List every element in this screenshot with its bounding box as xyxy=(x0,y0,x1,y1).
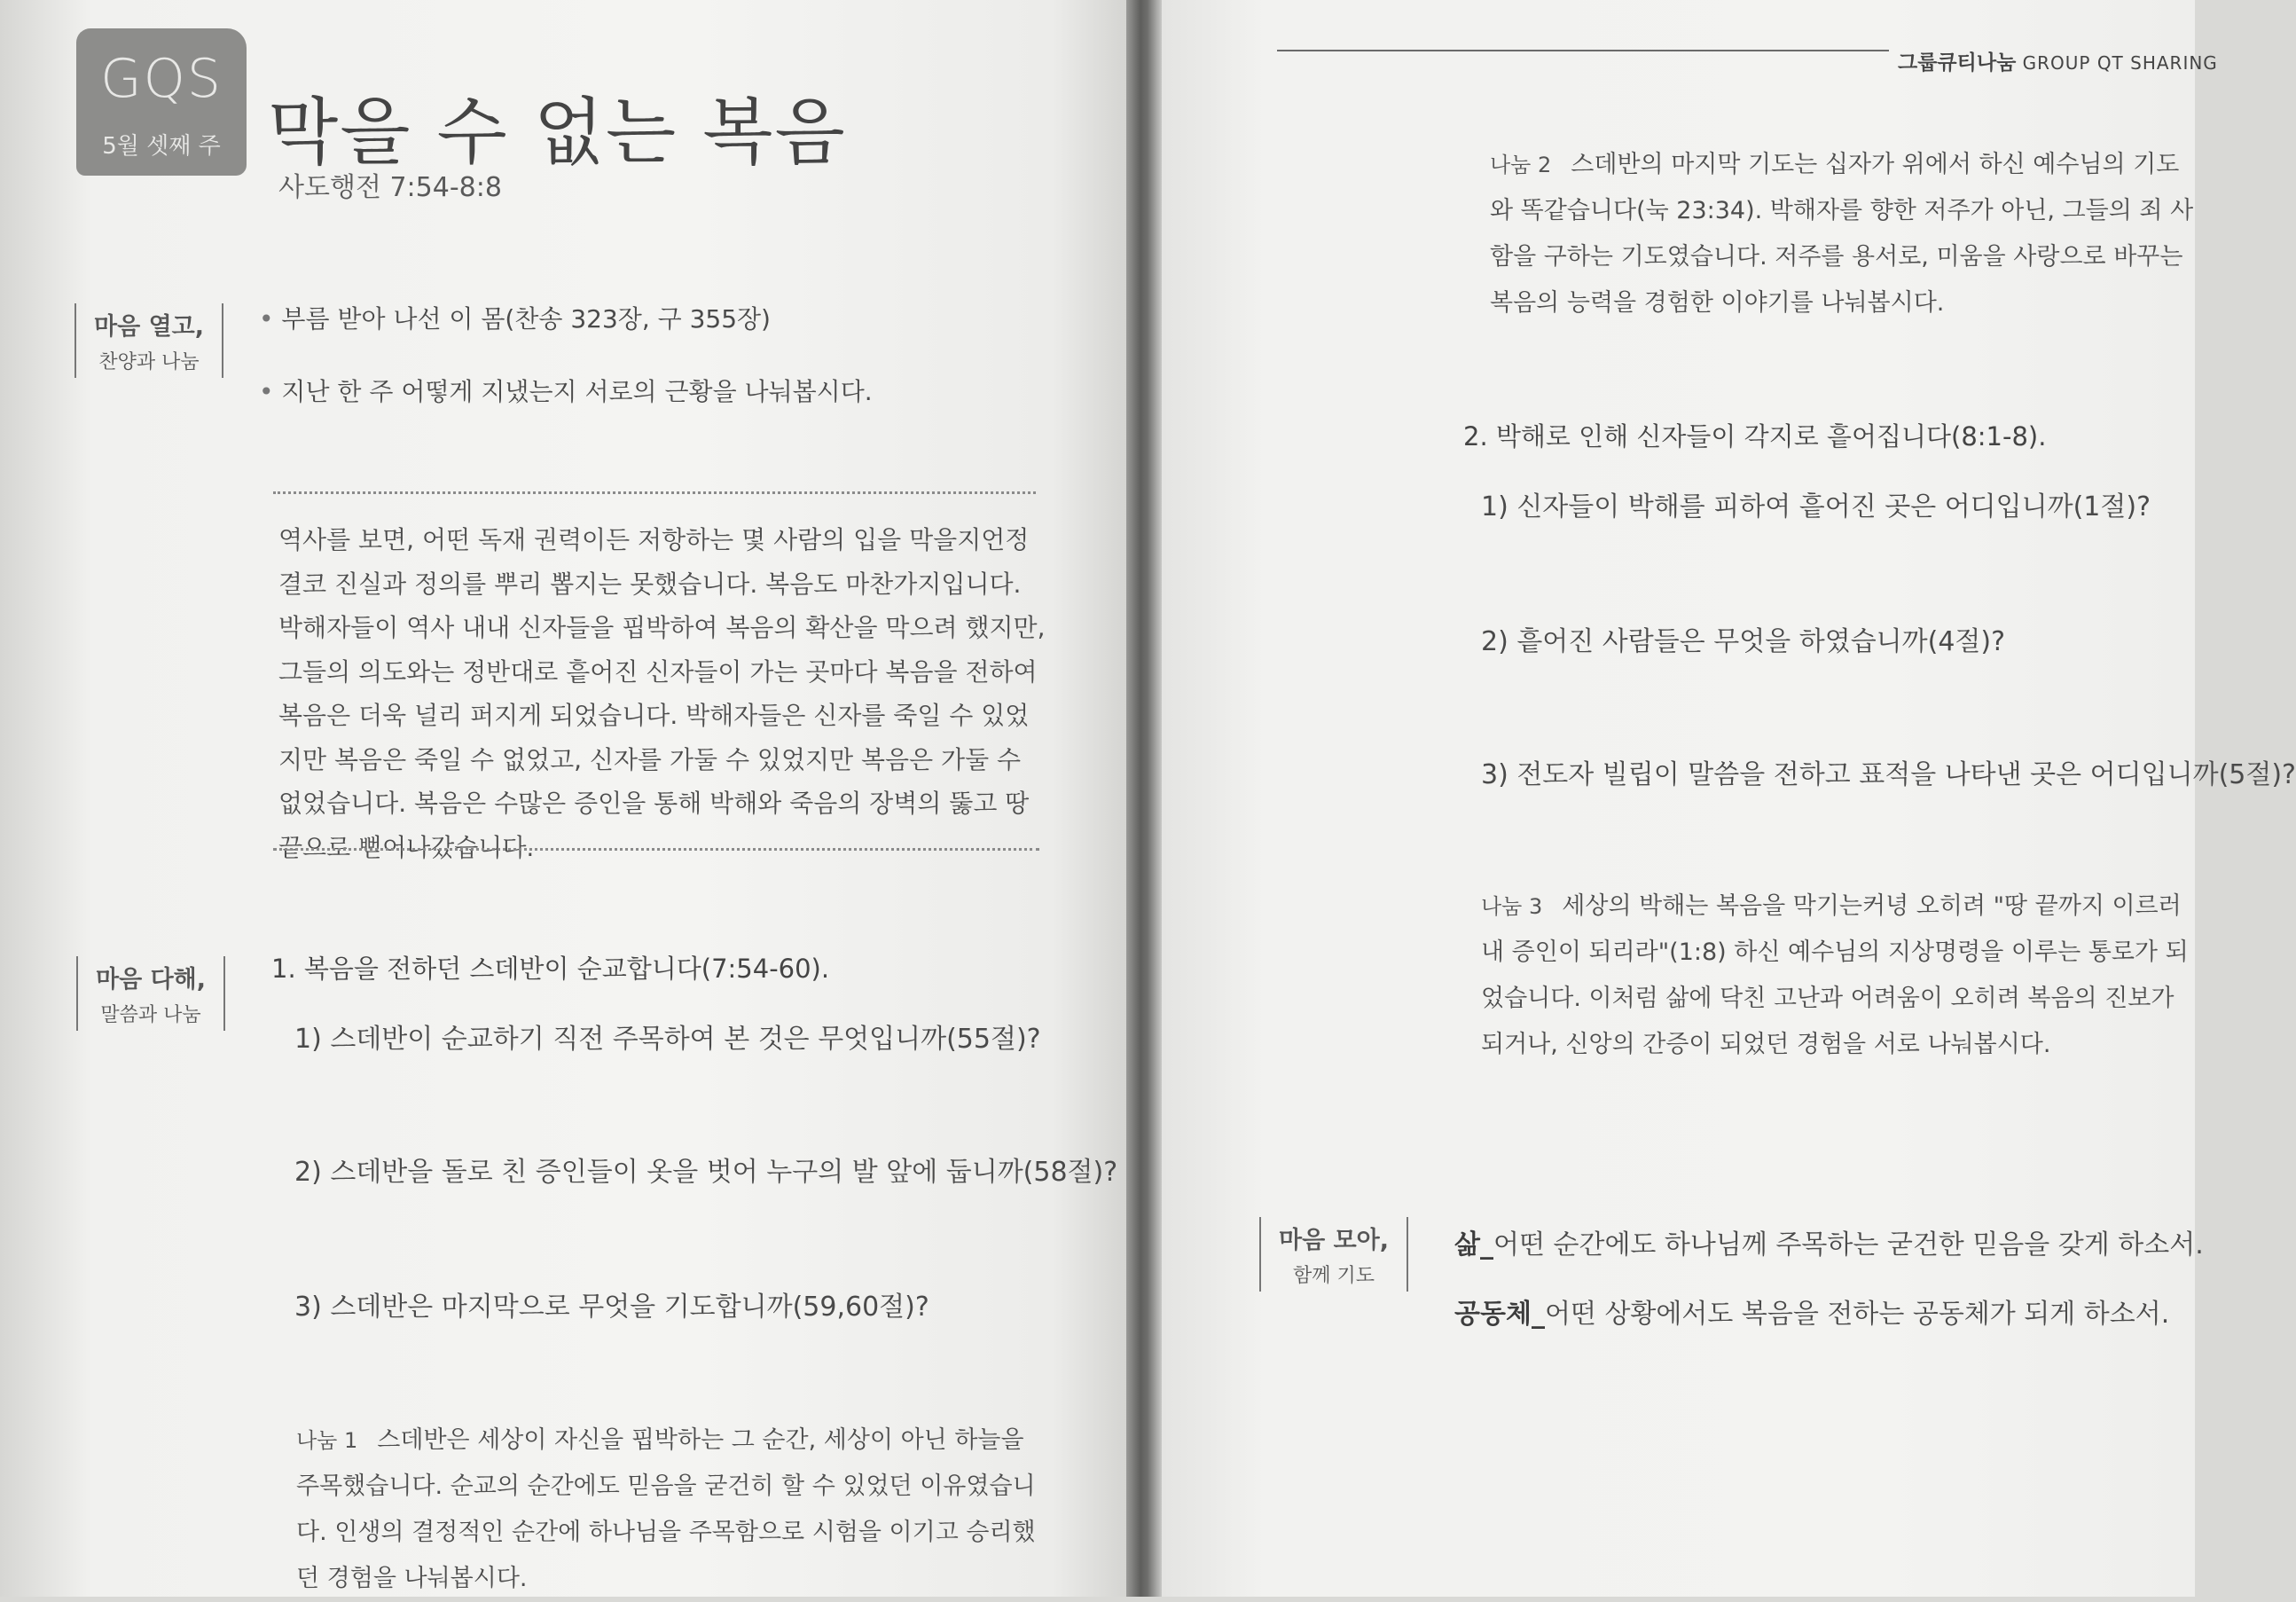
intro-top-divider xyxy=(273,491,1036,501)
running-head-rule xyxy=(1277,50,1889,51)
prayer-life-key: 삶_ xyxy=(1454,1229,1493,1260)
prayer-community-key: 공동체_ xyxy=(1454,1299,1545,1330)
badge-code: GQS xyxy=(100,48,223,110)
share-1-tag: 나눔 1 xyxy=(296,1428,358,1453)
left-page xyxy=(0,0,1144,1597)
book-gutter xyxy=(1126,0,1162,1597)
part2-heading: 2. 박해로 인해 신자들이 각지로 흩어집니다(8:1-8). xyxy=(1463,421,2047,452)
open-label-line2: 찬양과 나눔 xyxy=(98,351,200,373)
prayer-section-label xyxy=(1259,1217,1408,1292)
share-2-tag: 나눔 2 xyxy=(1490,153,1552,177)
intro-bottom-divider xyxy=(273,848,1039,858)
prayer-life-text: 어떤 순간에도 하나님께 주목하는 굳건한 믿음을 갖게 하소서. xyxy=(1493,1229,2204,1260)
word-section-label xyxy=(76,956,225,1031)
word-label-line1: 마음 다해, xyxy=(96,966,206,993)
gqs-badge xyxy=(76,28,247,176)
intro-paragraph: 역사를 보면, 어떤 독재 권력이든 저항하는 몇 사람의 입을 막을지언정 결코 진실과 정의를 뿌리 뽑지는 못했습니다. 복음도 마찬가지입니다. 박해자들이 역사 내내 신자들을 핍박하여 복음의 확산을 막으려 했지만, 그들의 의도와는 정반대로 흩어진 신자들이 가는 곳마다 복음을 전하여 복음은 더욱 널리 퍼지게 되었습니다. 박해자들은 신자를 죽일 수 있었지만 복음은 죽일 수 없었고, 신자를 가둘 수 있었지만 복음은 가둘 수 없었습니다. 복음은 수많은 증인을 통해 박해와 죽음의 장벽의 뚫고 땅끝으로 뻗어나갔습니다. xyxy=(278,525,1046,862)
part1-heading: 1. 복음을 전하던 스데반이 순교합니다(7:54-60). xyxy=(271,954,830,984)
part1-question-2: 2) 스데반을 돌로 친 증인들이 옷을 벗어 누구의 발 앞에 둡니까(58절)? xyxy=(294,1157,1118,1188)
prayer-label-line2: 함께 기도 xyxy=(1292,1265,1375,1287)
right-page xyxy=(1162,0,2296,1597)
scripture-reference: 사도행전 7:54-8:8 xyxy=(278,172,502,203)
share-2-text: 스데반의 마지막 기도는 십자가 위에서 하신 예수님의 기도와 똑같습니다(눅 23:34). 박해자를 향한 저주가 아닌, 그들의 죄 사함을 구하는 기도였습니다. 저주를 용서로, 미움을 사랑으로 바꾸는 복음의 능력을 경험한 이야기를 나눠봅시다. xyxy=(1490,151,2194,317)
share-2 xyxy=(1490,142,2199,326)
prayer-label-line1: 마음 모아, xyxy=(1279,1227,1389,1254)
open-section-label xyxy=(74,303,223,378)
word-label-line2: 말씀과 나눔 xyxy=(100,1004,201,1026)
running-head-en: GROUP QT SHARING xyxy=(2022,52,2218,74)
greeting-bullet: • 지난 한 주 어떻게 지냈는지 서로의 근황을 나눠봅시다. xyxy=(259,373,873,408)
share-3-text: 세상의 박해는 복음을 막기는커녕 오히려 "땅 끝까지 이르러 내 증인이 되리라"(1:8) 하신 예수님의 지상명령을 이루는 통로가 되었습니다. 이처럼 삶에 닥친 고난과 어려움이 오히려 복음의 진보가 되거나, 신앙의 간증이 되었던 경험을 서로 나눠봅시다. xyxy=(1481,892,2189,1058)
part1-question-1: 1) 스데반이 순교하기 직전 주목하여 본 것은 무엇입니까(55절)? xyxy=(294,1024,1041,1055)
open-label-line1: 마음 열고, xyxy=(94,313,204,341)
hymn-bullet: • 부름 받아 나선 이 몸(찬송 323장, 구 355장) xyxy=(259,300,771,335)
prayer-community-text: 어떤 상황에서도 복음을 전하는 공동체가 되게 하소서. xyxy=(1544,1299,2170,1330)
share-3 xyxy=(1481,883,2190,1068)
page-title: 막을 수 없는 복음 xyxy=(268,90,847,175)
prayer-community xyxy=(1454,1292,2169,1331)
prayer-life xyxy=(1454,1222,2204,1261)
share-3-tag: 나눔 3 xyxy=(1481,894,1543,919)
part1-question-3: 3) 스데반은 마지막으로 무엇을 기도합니까(59,60절)? xyxy=(294,1292,929,1323)
share-1-text: 스데반은 세상이 자신을 핍박하는 그 순간, 세상이 아닌 하늘을 주목했습니다. 순교의 순간에도 믿음을 굳건히 할 수 있었던 이유였습니다. 인생의 결정적인 순간에 하나님을 주목함으로 시험을 이기고 승리했던 경험을 나눠봅시다. xyxy=(296,1426,1036,1592)
part2-question-1: 1) 신자들이 박해를 피하여 흩어진 곳은 어디입니까(1절)? xyxy=(1481,491,2151,522)
share-1 xyxy=(296,1417,1050,1602)
running-head-ko: 그룹큐티나눔 xyxy=(1898,51,2017,75)
running-head xyxy=(1898,46,2218,75)
part2-question-3: 3) 전도자 빌립이 말씀을 전하고 표적을 나타낸 곳은 어디입니까(5절)? xyxy=(1481,759,2296,790)
badge-week: 5월 셋째 주 xyxy=(102,133,221,160)
part2-question-2: 2) 흩어진 사람들은 무엇을 하였습니까(4절)? xyxy=(1481,626,2006,657)
